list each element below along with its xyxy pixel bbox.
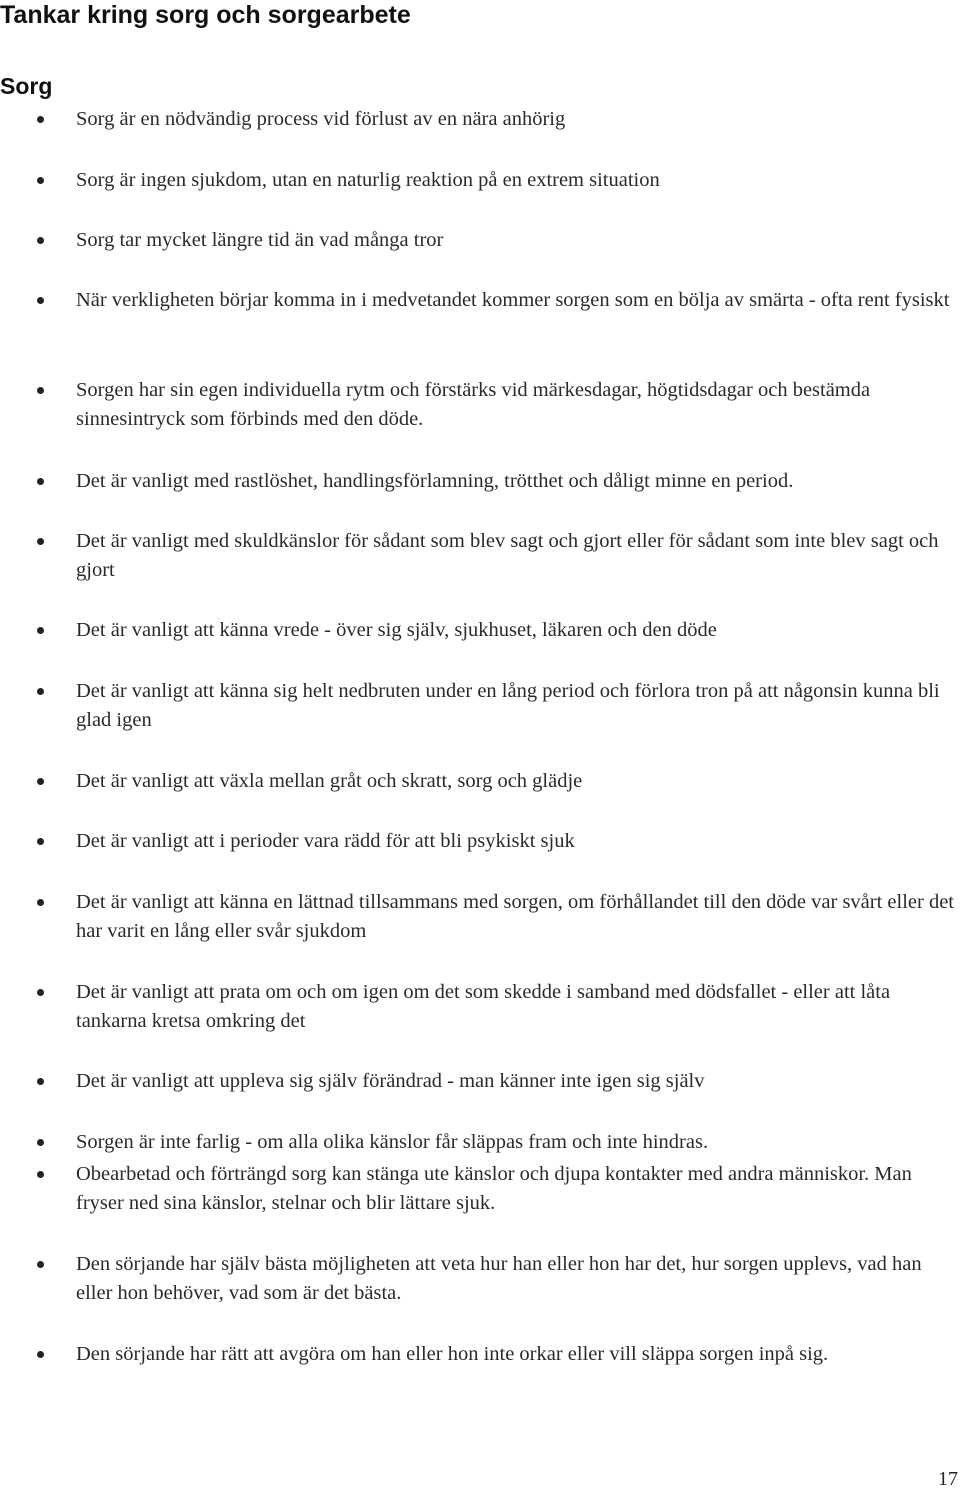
bullet-icon: [37, 478, 44, 485]
bullet-icon: [37, 1139, 44, 1146]
bullet-icon: [37, 627, 44, 634]
list-item-text: Det är vanligt med rastlöshet, handlingsförlamning, trötthet och dåligt minne en period.: [76, 470, 794, 492]
bullet-icon: [37, 297, 44, 304]
list-item-text: Sorgen har sin egen individuella rytm och förstärks vid märkesdagar, högtidsdagar och bestämda sinnesintryck som förbinds med den döde.: [76, 379, 871, 430]
list-item-text: Sorgen är inte farlig - om alla olika känslor får släppas fram och inte hindras.: [76, 1131, 709, 1153]
list-item-text: Det är vanligt med skuldkänslor för sådant som blev sagt och gjort eller för sådant som inte blev sagt och gjort: [76, 530, 939, 581]
bullet-icon: [37, 838, 44, 845]
list-item-text: Det är vanligt att prata om och om igen om det som skedde i samband med dödsfallet - eller att låta tankarna kretsa omkring det: [76, 981, 891, 1032]
list-item-text: Sorg är ingen sjukdom, utan en naturlig reaktion på en extrem situation: [76, 169, 660, 191]
section-heading: Sorg: [0, 73, 53, 99]
list-item-text: Den sörjande har rätt att avgöra om han eller hon inte orkar eller vill släppa sorgen inpå sig.: [76, 1343, 829, 1365]
bullet-icon: [37, 688, 44, 695]
bullet-icon: [37, 1351, 44, 1358]
list-item-text: Det är vanligt att känna vrede - över sig själv, sjukhuset, läkaren och den döde: [76, 619, 717, 641]
bullet-icon: [37, 1078, 44, 1085]
list-item-text: Det är vanligt att uppleva sig själv förändrad - man känner inte igen sig själv: [76, 1070, 705, 1092]
list-item-text: Den sörjande har själv bästa möjligheten att veta hur han eller hon har det, hur sorgen upplevs, vad han eller hon behöver, vad som är det bästa.: [76, 1253, 922, 1304]
list-item-text: Det är vanligt att känna en lättnad tillsammans med sorgen, om förhållandet till den döde var svårt eller det har varit en lång eller svår sjukdom: [76, 891, 955, 942]
bullet-icon: [37, 116, 44, 123]
page-title: Tankar kring sorg och sorgearbete: [0, 1, 411, 29]
bullet-icon: [37, 538, 44, 545]
list-item-text: Det är vanligt att växla mellan gråt och skratt, sorg och glädje: [76, 770, 583, 792]
bullet-icon: [37, 1171, 44, 1178]
bullet-icon: [37, 387, 44, 394]
page-number: 17: [938, 1468, 958, 1490]
bullet-icon: [37, 989, 44, 996]
list-item-text: Obearbetad och förträngd sorg kan stänga ute känslor och djupa kontakter med andra människor. Man fryser ned sina känslor, stelnar och blir lättare sjuk.: [76, 1163, 912, 1214]
bullet-icon: [37, 899, 44, 906]
list-item-text: Sorg tar mycket längre tid än vad många tror: [76, 229, 444, 251]
list-item-text: Det är vanligt att i perioder vara rädd för att bli psykiskt sjuk: [76, 830, 575, 852]
list-item-text: När verkligheten börjar komma in i medvetandet kommer sorgen som en bölja av smärta - ofta rent fysiskt: [76, 289, 950, 311]
bullet-icon: [37, 177, 44, 184]
list-item-text: Det är vanligt att känna sig helt nedbruten under en lång period och förlora tron på att någonsin kunna bli glad igen: [76, 680, 940, 731]
bullet-icon: [37, 1261, 44, 1268]
list-item-text: Sorg är en nödvändig process vid förlust av en nära anhörig: [76, 108, 566, 130]
bullet-icon: [37, 778, 44, 785]
bullet-icon: [37, 237, 44, 244]
